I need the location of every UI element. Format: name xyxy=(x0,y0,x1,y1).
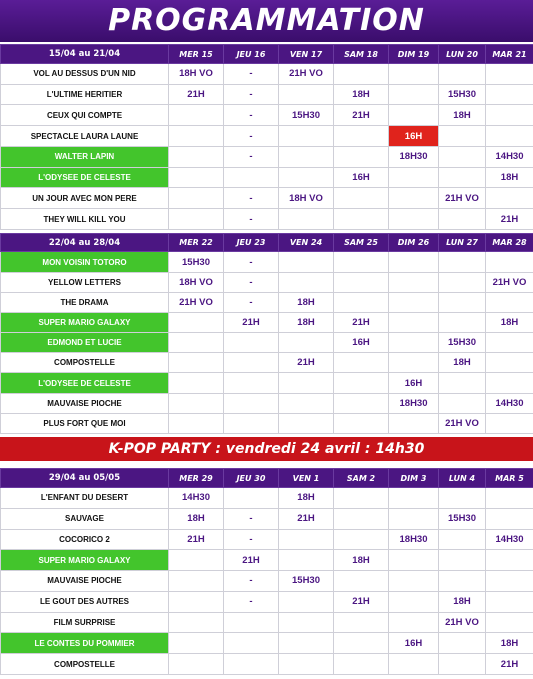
showtime-cell xyxy=(169,591,224,612)
day-header: MER 22 xyxy=(169,234,224,252)
film-title: WALTER LAPIN xyxy=(1,146,169,167)
showtime-cell xyxy=(389,612,439,633)
week-header-row xyxy=(1,469,533,488)
showtime-cell xyxy=(486,252,533,272)
showtime-cell xyxy=(389,188,439,209)
showtime-cell xyxy=(169,333,224,353)
film-title: L'ENFANT DU DESERT xyxy=(1,488,169,509)
showtime-cell xyxy=(334,488,389,509)
showtime-cell xyxy=(389,353,439,373)
showtime-cell xyxy=(439,292,486,312)
showtime-cell: - xyxy=(224,591,279,612)
showtime-cell: 14H30 xyxy=(486,529,533,550)
day-header: MAR 28 xyxy=(486,234,533,252)
showtime-cell: 21H VO xyxy=(486,272,533,292)
showtime-cell: 18H xyxy=(486,633,533,654)
showtime-cell xyxy=(389,292,439,312)
day-header: LUN 27 xyxy=(439,234,486,252)
showtime-cell: 21H xyxy=(486,654,533,675)
showtime-cell: 21H VO xyxy=(439,612,486,633)
showtime-cell xyxy=(279,413,334,433)
showtime-cell xyxy=(389,209,439,230)
film-title: SUPER MARIO GALAXY xyxy=(1,312,169,332)
showtime-cell xyxy=(439,126,486,147)
showtime-cell: - xyxy=(224,84,279,105)
showtime-cell: 15H30 xyxy=(279,105,334,126)
showtime-cell xyxy=(279,126,334,147)
showtime-cell xyxy=(439,252,486,272)
week-header-row xyxy=(1,234,533,252)
title-banner xyxy=(0,0,533,42)
film-row xyxy=(1,292,533,312)
showtime-cell: - xyxy=(224,209,279,230)
day-header: VEN 24 xyxy=(279,234,334,252)
film-row xyxy=(1,272,533,292)
film-title: SUPER MARIO GALAXY xyxy=(1,550,169,571)
showtime-cell xyxy=(439,146,486,167)
showtime-cell xyxy=(279,654,334,675)
film-row xyxy=(1,353,533,373)
film-row xyxy=(1,529,533,550)
showtime-cell xyxy=(389,654,439,675)
showtime-cell xyxy=(334,529,389,550)
showtime-cell xyxy=(439,64,486,85)
day-header: DIM 3 xyxy=(389,469,439,488)
film-row xyxy=(1,591,533,612)
film-row xyxy=(1,146,533,167)
showtime-cell xyxy=(334,353,389,373)
day-header: DIM 26 xyxy=(389,234,439,252)
film-title: MAUVAISE PIOCHE xyxy=(1,393,169,413)
week-table-3 xyxy=(0,468,533,675)
showtime-cell xyxy=(334,272,389,292)
showtime-cell xyxy=(279,529,334,550)
showtime-cell: 18H xyxy=(334,550,389,571)
showtime-cell: - xyxy=(224,146,279,167)
showtime-cell xyxy=(439,312,486,332)
showtime-cell xyxy=(279,591,334,612)
showtime-cell xyxy=(486,373,533,393)
showtime-cell xyxy=(169,188,224,209)
showtime-cell: - xyxy=(224,508,279,529)
showtime-cell xyxy=(169,413,224,433)
day-header: JEU 16 xyxy=(224,45,279,64)
day-header: MAR 21 xyxy=(486,45,533,64)
day-header: SAM 18 xyxy=(334,45,389,64)
showtime-cell: 21H VO xyxy=(439,188,486,209)
showtime-cell: 15H30 xyxy=(439,333,486,353)
showtime-cell xyxy=(486,571,533,592)
showtime-cell xyxy=(334,612,389,633)
day-header: SAM 25 xyxy=(334,234,389,252)
showtime-cell: - xyxy=(224,105,279,126)
film-title: VOL AU DESSUS D'UN NID xyxy=(1,64,169,85)
showtime-cell xyxy=(486,488,533,509)
showtime-cell xyxy=(334,633,389,654)
showtime-cell xyxy=(224,373,279,393)
showtime-cell xyxy=(389,64,439,85)
showtime-cell: 14H30 xyxy=(486,146,533,167)
showtime-cell xyxy=(439,373,486,393)
film-row xyxy=(1,393,533,413)
showtime-cell: 21H xyxy=(334,591,389,612)
showtime-cell xyxy=(486,550,533,571)
showtime-cell xyxy=(279,333,334,353)
film-title: YELLOW LETTERS xyxy=(1,272,169,292)
showtime-cell xyxy=(279,612,334,633)
showtime-cell xyxy=(279,373,334,393)
showtime-cell: 18H xyxy=(334,84,389,105)
showtime-cell xyxy=(389,550,439,571)
showtime-cell xyxy=(334,393,389,413)
showtime-cell xyxy=(389,312,439,332)
showtime-cell xyxy=(486,612,533,633)
showtime-cell xyxy=(389,508,439,529)
showtime-cell xyxy=(486,84,533,105)
showtime-cell xyxy=(169,654,224,675)
film-row xyxy=(1,312,533,332)
film-row xyxy=(1,488,533,509)
showtime-cell: 18H xyxy=(486,167,533,188)
showtime-cell xyxy=(334,188,389,209)
page-title: PROGRAMMATION xyxy=(108,3,425,38)
film-row xyxy=(1,373,533,393)
showtime-cell: 15H30 xyxy=(439,84,486,105)
showtime-cell xyxy=(486,591,533,612)
showtime-cell xyxy=(334,373,389,393)
showtime-cell xyxy=(334,64,389,85)
film-row xyxy=(1,167,533,188)
showtime-cell xyxy=(486,413,533,433)
showtime-cell: 14H30 xyxy=(169,488,224,509)
showtime-cell xyxy=(334,292,389,312)
film-row xyxy=(1,188,533,209)
film-title: MAUVAISE PIOCHE xyxy=(1,571,169,592)
film-title: THEY WILL KILL YOU xyxy=(1,209,169,230)
showtime-cell: 16H xyxy=(334,167,389,188)
showtime-cell: - xyxy=(224,64,279,85)
showtime-cell: 18H30 xyxy=(389,393,439,413)
film-title: SPECTACLE LAURA LAUNE xyxy=(1,126,169,147)
showtime-cell: - xyxy=(224,272,279,292)
showtime-cell: - xyxy=(224,292,279,312)
showtime-cell: 15H30 xyxy=(279,571,334,592)
week-period: 29/04 au 05/05 xyxy=(1,469,169,488)
showtime-cell xyxy=(439,272,486,292)
showtime-cell xyxy=(439,529,486,550)
film-title: CEUX QUI COMPTE xyxy=(1,105,169,126)
showtime-cell xyxy=(224,612,279,633)
film-row xyxy=(1,126,533,147)
film-title: L'ODYSEE DE CELESTE xyxy=(1,167,169,188)
showtime-cell xyxy=(224,413,279,433)
showtime-cell xyxy=(279,252,334,272)
film-row xyxy=(1,633,533,654)
showtime-cell xyxy=(169,105,224,126)
showtime-cell: 21H xyxy=(279,353,334,373)
film-title: COMPOSTELLE xyxy=(1,654,169,675)
showtime-cell xyxy=(169,167,224,188)
showtime-cell: - xyxy=(224,529,279,550)
showtime-cell: 21H xyxy=(169,529,224,550)
day-header: VEN 1 xyxy=(279,469,334,488)
showtime-cell: 14H30 xyxy=(486,393,533,413)
day-header: MER 15 xyxy=(169,45,224,64)
showtime-cell xyxy=(224,488,279,509)
day-header: JEU 30 xyxy=(224,469,279,488)
week-table-2 xyxy=(0,233,533,434)
showtime-cell xyxy=(486,126,533,147)
showtime-cell xyxy=(486,353,533,373)
film-title: THE DRAMA xyxy=(1,292,169,312)
film-row xyxy=(1,209,533,230)
week-table-1 xyxy=(0,44,533,230)
film-row xyxy=(1,413,533,433)
day-header: DIM 19 xyxy=(389,45,439,64)
showtime-cell: 21H xyxy=(224,550,279,571)
showtime-cell: 18H VO xyxy=(169,64,224,85)
showtime-cell: 16H xyxy=(389,126,439,147)
day-header: LUN 20 xyxy=(439,45,486,64)
showtime-cell xyxy=(389,591,439,612)
kpop-party-banner xyxy=(0,437,533,461)
film-row xyxy=(1,550,533,571)
film-title: MON VOISIN TOTORO xyxy=(1,252,169,272)
showtime-cell xyxy=(169,209,224,230)
showtime-cell: 21H xyxy=(334,312,389,332)
day-header: SAM 2 xyxy=(334,469,389,488)
showtime-cell: - xyxy=(224,188,279,209)
showtime-cell xyxy=(279,550,334,571)
showtime-cell xyxy=(439,393,486,413)
film-row xyxy=(1,252,533,272)
showtime-cell: 21H VO xyxy=(169,292,224,312)
showtime-cell xyxy=(169,633,224,654)
showtime-cell: 21H VO xyxy=(279,64,334,85)
film-title: UN JOUR AVEC MON PERE xyxy=(1,188,169,209)
film-title: LE GOUT DES AUTRES xyxy=(1,591,169,612)
showtime-cell xyxy=(169,126,224,147)
showtime-cell xyxy=(439,488,486,509)
showtime-cell xyxy=(389,571,439,592)
showtime-cell xyxy=(334,413,389,433)
week-header-row xyxy=(1,45,533,64)
showtime-cell xyxy=(334,571,389,592)
showtime-cell: 21H xyxy=(486,209,533,230)
showtime-cell xyxy=(224,633,279,654)
showtime-cell xyxy=(439,550,486,571)
showtime-cell xyxy=(486,105,533,126)
showtime-cell: 18H xyxy=(439,353,486,373)
film-row xyxy=(1,571,533,592)
showtime-cell xyxy=(334,126,389,147)
showtime-cell xyxy=(224,333,279,353)
week-period: 15/04 au 21/04 xyxy=(1,45,169,64)
day-header: JEU 23 xyxy=(224,234,279,252)
showtime-cell xyxy=(169,373,224,393)
film-title: COMPOSTELLE xyxy=(1,353,169,373)
showtime-cell xyxy=(486,508,533,529)
showtime-cell xyxy=(224,353,279,373)
showtime-cell: 18H xyxy=(486,312,533,332)
showtime-cell: 21H VO xyxy=(439,413,486,433)
showtime-cell xyxy=(169,146,224,167)
film-row xyxy=(1,105,533,126)
showtime-cell xyxy=(224,167,279,188)
showtime-cell xyxy=(169,353,224,373)
day-header: LUN 4 xyxy=(439,469,486,488)
film-row xyxy=(1,612,533,633)
film-title: EDMOND ET LUCIE xyxy=(1,333,169,353)
showtime-cell xyxy=(279,84,334,105)
showtime-cell: 16H xyxy=(389,633,439,654)
showtime-cell xyxy=(279,209,334,230)
showtime-cell xyxy=(439,654,486,675)
showtime-cell xyxy=(389,488,439,509)
film-title: PLUS FORT QUE MOI xyxy=(1,413,169,433)
showtime-cell xyxy=(334,146,389,167)
day-header: VEN 17 xyxy=(279,45,334,64)
showtime-cell: 18H xyxy=(279,312,334,332)
showtime-cell: 18H VO xyxy=(169,272,224,292)
showtime-cell: 18H xyxy=(169,508,224,529)
showtime-cell xyxy=(486,333,533,353)
showtime-cell: 15H30 xyxy=(439,508,486,529)
showtime-cell: - xyxy=(224,571,279,592)
showtime-cell: 15H30 xyxy=(169,252,224,272)
film-title: FILM SURPRISE xyxy=(1,612,169,633)
film-title: SAUVAGE xyxy=(1,508,169,529)
showtime-cell xyxy=(439,571,486,592)
showtime-cell xyxy=(169,393,224,413)
film-title: L'ULTIME HERITIER xyxy=(1,84,169,105)
film-row xyxy=(1,333,533,353)
showtime-cell xyxy=(389,105,439,126)
showtime-cell: 18H xyxy=(279,488,334,509)
showtime-cell xyxy=(439,209,486,230)
showtime-cell xyxy=(389,167,439,188)
showtime-cell xyxy=(486,188,533,209)
showtime-cell xyxy=(439,633,486,654)
day-header: MER 29 xyxy=(169,469,224,488)
day-header: MAR 5 xyxy=(486,469,533,488)
showtime-cell: 18H30 xyxy=(389,146,439,167)
film-title: L'ODYSEE DE CELESTE xyxy=(1,373,169,393)
showtime-cell xyxy=(334,252,389,272)
showtime-cell: 21H xyxy=(334,105,389,126)
film-row xyxy=(1,654,533,675)
week-period: 22/04 au 28/04 xyxy=(1,234,169,252)
showtime-cell xyxy=(279,633,334,654)
showtime-cell xyxy=(486,64,533,85)
showtime-cell xyxy=(486,292,533,312)
showtime-cell: 18H VO xyxy=(279,188,334,209)
showtime-cell: 21H xyxy=(279,508,334,529)
showtime-cell: - xyxy=(224,126,279,147)
showtime-cell xyxy=(169,550,224,571)
showtime-cell xyxy=(389,84,439,105)
showtime-cell: 16H xyxy=(334,333,389,353)
showtime-cell: 18H xyxy=(439,591,486,612)
showtime-cell xyxy=(389,333,439,353)
film-row xyxy=(1,508,533,529)
showtime-cell xyxy=(169,612,224,633)
film-title: COCORICO 2 xyxy=(1,529,169,550)
showtime-cell xyxy=(224,393,279,413)
showtime-cell xyxy=(389,272,439,292)
showtime-cell xyxy=(279,272,334,292)
showtime-cell: 16H xyxy=(389,373,439,393)
showtime-cell xyxy=(389,413,439,433)
showtime-cell xyxy=(334,508,389,529)
film-title: LE CONTES DU POMMIER xyxy=(1,633,169,654)
showtime-cell: 18H xyxy=(439,105,486,126)
showtime-cell xyxy=(334,209,389,230)
showtime-cell xyxy=(279,167,334,188)
showtime-cell: 18H xyxy=(279,292,334,312)
film-row xyxy=(1,84,533,105)
showtime-cell xyxy=(279,146,334,167)
showtime-cell: 18H30 xyxy=(389,529,439,550)
kpop-party-text: K-POP PARTY : vendredi 24 avril : 14h30 xyxy=(108,441,425,457)
showtime-cell xyxy=(439,167,486,188)
showtime-cell: 21H xyxy=(224,312,279,332)
film-row xyxy=(1,64,533,85)
showtime-cell xyxy=(334,654,389,675)
showtime-cell: 21H xyxy=(169,84,224,105)
showtime-cell xyxy=(169,571,224,592)
showtime-cell xyxy=(279,393,334,413)
showtime-cell: - xyxy=(224,252,279,272)
showtime-cell xyxy=(169,312,224,332)
showtime-cell xyxy=(224,654,279,675)
showtime-cell xyxy=(389,252,439,272)
